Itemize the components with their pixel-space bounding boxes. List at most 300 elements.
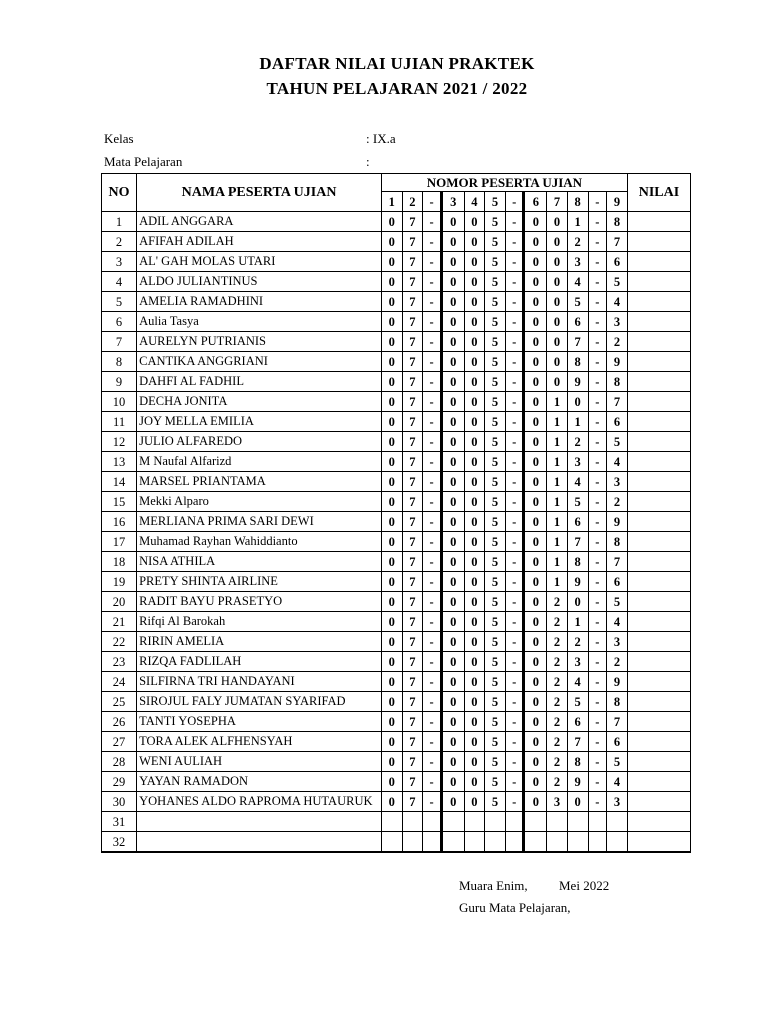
exam-number-digit: 1 [547, 412, 568, 432]
exam-number-digit: - [588, 612, 607, 632]
exam-number-digit: 0 [441, 712, 464, 732]
exam-number-digit: 0 [464, 512, 485, 532]
exam-number-digit: - [505, 412, 524, 432]
exam-number-digit: 1 [547, 432, 568, 452]
score-cell[interactable] [627, 412, 690, 432]
participant-name: MARSEL PRIANTAMA [137, 472, 382, 492]
exam-number-digit: 0 [464, 352, 485, 372]
exam-number-digit: - [423, 612, 442, 632]
table-row [102, 552, 691, 572]
exam-number-digit: 4 [567, 472, 588, 492]
exam-number-digit: 5 [607, 752, 628, 772]
exam-number-digit: 9 [607, 352, 628, 372]
exam-number-digit: 0 [381, 792, 402, 812]
exam-number-digit: - [588, 632, 607, 652]
score-cell[interactable] [627, 232, 690, 252]
table-row [102, 392, 691, 412]
exam-number-digit: - [505, 532, 524, 552]
exam-number-digit [524, 812, 547, 832]
exam-number-digit: 7 [607, 392, 628, 412]
exam-number-digit: 0 [464, 712, 485, 732]
exam-number-digit: - [423, 492, 442, 512]
row-number: 30 [102, 792, 137, 812]
row-number: 7 [102, 332, 137, 352]
exam-number-digit: 5 [567, 492, 588, 512]
exam-number-digit: 5 [485, 472, 506, 492]
exam-number-digit: - [423, 792, 442, 812]
exam-number-digit: - [423, 752, 442, 772]
col-nilai-header: NILAI [627, 174, 690, 212]
participant-name: TANTI YOSEPHA [137, 712, 382, 732]
exam-number-digit: 2 [607, 332, 628, 352]
exam-number-digit: 0 [524, 512, 547, 532]
row-number: 29 [102, 772, 137, 792]
exam-number-digit: 0 [381, 232, 402, 252]
exam-number-digit: 7 [402, 232, 423, 252]
exam-number-digit: 7 [402, 752, 423, 772]
table-row [102, 572, 691, 592]
exam-number-digit: - [423, 532, 442, 552]
score-cell[interactable] [627, 672, 690, 692]
exam-number-digit: 5 [485, 692, 506, 712]
score-cell[interactable] [627, 372, 690, 392]
exam-number-digit: - [505, 792, 524, 812]
participant-name: SILFIRNA TRI HANDAYANI [137, 672, 382, 692]
exam-number-digit: 5 [607, 432, 628, 452]
table-row [102, 372, 691, 392]
exam-number-digit: 7 [402, 512, 423, 532]
exam-number-digit: 0 [441, 392, 464, 412]
exam-number-digit: - [423, 232, 442, 252]
exam-number-digit: 0 [567, 392, 588, 412]
row-number: 2 [102, 232, 137, 252]
exam-number-digit: 0 [524, 572, 547, 592]
score-cell[interactable] [627, 692, 690, 712]
exam-number-digit: 0 [381, 312, 402, 332]
exam-number-digit: 7 [402, 552, 423, 572]
score-cell[interactable] [627, 652, 690, 672]
exam-number-digit: 2 [567, 432, 588, 452]
exam-number-digit: 5 [485, 312, 506, 332]
exam-number-digit: - [588, 252, 607, 272]
exam-number-digit [381, 812, 402, 832]
exam-number-digit: 0 [524, 792, 547, 812]
exam-number-digit [485, 812, 506, 832]
score-cell[interactable] [627, 792, 690, 812]
exam-number-digit: 5 [485, 552, 506, 572]
row-number: 20 [102, 592, 137, 612]
exam-number-digit: 2 [547, 712, 568, 732]
row-number: 23 [102, 652, 137, 672]
row-number: 22 [102, 632, 137, 652]
table-row [102, 672, 691, 692]
score-cell[interactable] [627, 712, 690, 732]
exam-number-digit: 5 [485, 612, 506, 632]
exam-number-digit [607, 812, 628, 832]
exam-number-digit: 4 [567, 672, 588, 692]
table-row [102, 692, 691, 712]
exam-number-digit: 0 [381, 392, 402, 412]
table-row [102, 712, 691, 732]
exam-number-digit: 7 [402, 372, 423, 392]
table-row [102, 452, 691, 472]
digit-header-cell: 3 [441, 192, 464, 212]
exam-number-digit: 4 [607, 772, 628, 792]
exam-number-digit: 0 [464, 632, 485, 652]
exam-number-digit: 0 [464, 612, 485, 632]
table-body [102, 212, 691, 853]
participant-name: SIROJUL FALY JUMATAN SYARIFAD [137, 692, 382, 712]
table-row [102, 352, 691, 372]
exam-number-digit: 1 [547, 512, 568, 532]
score-cell[interactable] [627, 812, 690, 832]
exam-number-digit: - [505, 632, 524, 652]
exam-number-digit: 2 [567, 632, 588, 652]
exam-number-digit [567, 812, 588, 832]
row-number: 8 [102, 352, 137, 372]
score-cell[interactable] [627, 472, 690, 492]
digit-header-cell: 7 [547, 192, 568, 212]
exam-number-digit: - [505, 272, 524, 292]
exam-number-digit: 0 [381, 772, 402, 792]
exam-number-digit: 3 [547, 792, 568, 812]
col-name-header: NAMA PESERTA UJIAN [137, 174, 382, 212]
exam-number-digit [423, 812, 442, 832]
exam-number-digit: 6 [607, 252, 628, 272]
exam-number-digit: 6 [607, 732, 628, 752]
exam-number-digit: 5 [485, 632, 506, 652]
exam-number-digit: 0 [524, 712, 547, 732]
exam-number-digit: 5 [485, 452, 506, 472]
exam-number-digit: 5 [567, 692, 588, 712]
exam-number-digit: - [423, 212, 442, 232]
exam-number-digit: 7 [402, 312, 423, 332]
signature-place: Muara Enim, [459, 878, 528, 893]
participant-name: YAYAN RAMADON [137, 772, 382, 792]
exam-number-digit: 0 [524, 212, 547, 232]
exam-number-digit: 0 [464, 532, 485, 552]
kelas-row [104, 131, 396, 147]
exam-number-digit: - [588, 572, 607, 592]
exam-number-digit: 7 [402, 732, 423, 752]
score-cell[interactable] [627, 772, 690, 792]
score-cell[interactable] [627, 632, 690, 652]
exam-number-digit: 1 [547, 532, 568, 552]
row-number: 24 [102, 672, 137, 692]
document-title-line1: DAFTAR NILAI UJIAN PRAKTEK [259, 54, 535, 73]
score-cell[interactable] [627, 292, 690, 312]
participant-name: RIRIN AMELIA [137, 632, 382, 652]
exam-number-digit: - [588, 272, 607, 292]
kelas-label: Kelas [104, 131, 134, 146]
digit-header-cell: 2 [402, 192, 423, 212]
exam-number-digit: 3 [607, 312, 628, 332]
score-cell[interactable] [627, 552, 690, 572]
exam-number-digit: 7 [402, 292, 423, 312]
exam-number-digit: 4 [607, 612, 628, 632]
exam-number-digit: 0 [464, 452, 485, 472]
score-cell[interactable] [627, 452, 690, 472]
exam-number-digit: - [588, 332, 607, 352]
exam-number-digit: 0 [441, 672, 464, 692]
table-row [102, 272, 691, 292]
exam-number-digit: 5 [485, 232, 506, 252]
exam-number-digit: 0 [441, 432, 464, 452]
row-number: 13 [102, 452, 137, 472]
exam-number-digit: 2 [547, 632, 568, 652]
exam-number-digit: 1 [567, 212, 588, 232]
exam-number-digit: 9 [567, 372, 588, 392]
exam-number-digit: 1 [547, 472, 568, 492]
exam-number-digit: - [505, 712, 524, 732]
exam-number-digit: 0 [547, 372, 568, 392]
exam-number-digit: 0 [441, 632, 464, 652]
exam-number-digit: 0 [524, 452, 547, 472]
exam-number-digit: - [423, 352, 442, 372]
score-cell[interactable] [627, 212, 690, 232]
exam-number-digit: 5 [485, 372, 506, 392]
exam-number-digit: 0 [381, 672, 402, 692]
exam-number-digit: 5 [485, 412, 506, 432]
exam-number-digit: 0 [567, 792, 588, 812]
signature-date: Mei 2022 [559, 878, 610, 893]
exam-number-digit: 0 [381, 412, 402, 432]
exam-number-digit: 7 [402, 352, 423, 372]
signature-role: Guru Mata Pelajaran, [459, 900, 571, 915]
participant-name: RADIT BAYU PRASETYO [137, 592, 382, 612]
exam-number-digit: 7 [402, 632, 423, 652]
exam-number-digit: 0 [441, 232, 464, 252]
exam-number-digit: 0 [524, 532, 547, 552]
exam-number-digit: - [588, 752, 607, 772]
exam-number-digit: 0 [381, 552, 402, 572]
exam-number-digit: - [505, 372, 524, 392]
exam-number-digit: 0 [524, 672, 547, 692]
exam-number-digit: 0 [381, 212, 402, 232]
exam-number-digit: 0 [524, 392, 547, 412]
score-cell[interactable] [627, 752, 690, 772]
exam-number-digit: 6 [567, 712, 588, 732]
score-cell[interactable] [627, 312, 690, 332]
exam-number-digit: 0 [524, 772, 547, 792]
exam-number-digit: 0 [464, 272, 485, 292]
score-cell[interactable] [627, 592, 690, 612]
exam-number-digit: 7 [402, 572, 423, 592]
exam-number-digit: 0 [524, 432, 547, 452]
exam-number-digit: 0 [464, 772, 485, 792]
exam-number-digit: 0 [464, 672, 485, 692]
row-number: 32 [102, 832, 137, 853]
exam-number-digit: 0 [464, 232, 485, 252]
exam-number-digit: 7 [402, 212, 423, 232]
exam-number-digit: 8 [607, 212, 628, 232]
exam-number-digit: 2 [547, 652, 568, 672]
exam-number-digit: 0 [381, 512, 402, 532]
exam-number-digit: 5 [485, 292, 506, 312]
exam-number-digit: 7 [402, 712, 423, 732]
mapel-value: : [366, 154, 370, 169]
exam-number-digit: 0 [464, 312, 485, 332]
exam-number-digit: 0 [464, 572, 485, 592]
table-row [102, 432, 691, 452]
exam-number-digit: 5 [485, 272, 506, 292]
exam-number-digit: - [505, 612, 524, 632]
digit-header-cell: 1 [381, 192, 402, 212]
exam-number-digit: 0 [441, 532, 464, 552]
exam-number-digit: 0 [441, 552, 464, 572]
exam-number-digit: 5 [485, 712, 506, 732]
score-cell[interactable] [627, 492, 690, 512]
score-cell[interactable] [627, 612, 690, 632]
exam-number-digit: 0 [381, 752, 402, 772]
exam-number-digit: - [588, 672, 607, 692]
participant-name: Mekki Alparo [137, 492, 382, 512]
exam-number-digit: 7 [567, 532, 588, 552]
exam-number-digit: - [423, 272, 442, 292]
score-cell[interactable] [627, 572, 690, 592]
exam-number-digit: 0 [547, 212, 568, 232]
exam-number-digit: 3 [567, 252, 588, 272]
exam-number-digit: - [505, 552, 524, 572]
exam-number-digit: 2 [547, 692, 568, 712]
exam-number-digit: 7 [402, 452, 423, 472]
exam-number-digit: 5 [485, 572, 506, 592]
exam-number-digit: 0 [441, 572, 464, 592]
exam-number-digit: 5 [485, 432, 506, 452]
exam-number-digit: 4 [607, 452, 628, 472]
exam-number-digit: 8 [567, 352, 588, 372]
score-cell[interactable] [627, 352, 690, 372]
score-cell[interactable] [627, 272, 690, 292]
exam-number-digit: - [588, 732, 607, 752]
exam-number-digit [381, 832, 402, 853]
participant-name: AURELYN PUTRIANIS [137, 332, 382, 352]
exam-number-digit: 7 [402, 612, 423, 632]
exam-number-digit: - [588, 492, 607, 512]
exam-number-digit: 0 [381, 452, 402, 472]
score-cell[interactable] [627, 512, 690, 532]
exam-number-digit: 5 [485, 332, 506, 352]
exam-number-digit: - [505, 252, 524, 272]
exam-number-digit: - [423, 632, 442, 652]
exam-number-digit: 0 [547, 232, 568, 252]
score-cell[interactable] [627, 332, 690, 352]
document-title-line2: TAHUN PELAJARAN 2021 / 2022 [266, 79, 528, 98]
exam-number-digit: 0 [464, 412, 485, 432]
table-row [102, 812, 691, 832]
exam-number-digit: 8 [567, 752, 588, 772]
exam-number-digit: - [505, 292, 524, 312]
exam-number-digit: - [423, 732, 442, 752]
score-cell[interactable] [627, 732, 690, 752]
row-number: 3 [102, 252, 137, 272]
exam-number-digit: 0 [524, 332, 547, 352]
exam-number-digit: 0 [524, 372, 547, 392]
exam-number-digit: - [505, 732, 524, 752]
score-cell[interactable] [627, 532, 690, 552]
col-no-header: NO [102, 174, 137, 212]
exam-number-digit: - [423, 372, 442, 392]
exam-number-digit: 5 [485, 392, 506, 412]
exam-number-digit: 0 [381, 612, 402, 632]
exam-number-digit: - [423, 472, 442, 492]
row-number: 14 [102, 472, 137, 492]
table-row [102, 752, 691, 772]
exam-number-digit: 0 [441, 592, 464, 612]
exam-number-digit: - [588, 452, 607, 472]
score-cell[interactable] [627, 252, 690, 272]
digit-header-cell: 8 [567, 192, 588, 212]
exam-number-digit: 2 [607, 652, 628, 672]
exam-number-digit [567, 832, 588, 853]
row-number: 25 [102, 692, 137, 712]
exam-number-digit: 9 [567, 772, 588, 792]
exam-number-digit: 7 [607, 552, 628, 572]
exam-number-digit [524, 832, 547, 853]
exam-number-digit: 2 [547, 592, 568, 612]
exam-number-digit: 0 [524, 412, 547, 432]
exam-number-digit: 0 [441, 292, 464, 312]
header-row [102, 174, 691, 192]
exam-number-digit: 5 [485, 212, 506, 232]
exam-number-digit: - [423, 392, 442, 412]
exam-number-digit: 0 [567, 592, 588, 612]
score-cell[interactable] [627, 832, 690, 853]
digit-header-cell: - [423, 192, 442, 212]
participant-name: MERLIANA PRIMA SARI DEWI [137, 512, 382, 532]
participant-name [137, 812, 382, 832]
exam-number-digit: 7 [402, 432, 423, 452]
participant-name: DECHA JONITA [137, 392, 382, 412]
row-number: 17 [102, 532, 137, 552]
exam-number-digit: 1 [547, 572, 568, 592]
score-cell[interactable] [627, 432, 690, 452]
exam-number-digit: 2 [547, 752, 568, 772]
table-row [102, 332, 691, 352]
exam-number-digit: 2 [567, 232, 588, 252]
exam-number-digit: - [588, 412, 607, 432]
exam-number-digit: - [505, 212, 524, 232]
exam-number-digit: - [588, 772, 607, 792]
exam-number-digit: - [588, 392, 607, 412]
table-row [102, 212, 691, 232]
exam-number-digit: 0 [381, 712, 402, 732]
exam-number-digit: 0 [464, 252, 485, 272]
score-cell[interactable] [627, 392, 690, 412]
exam-number-digit: 0 [464, 472, 485, 492]
exam-number-digit: 0 [381, 292, 402, 312]
exam-number-digit: 7 [402, 492, 423, 512]
exam-number-digit: 0 [441, 652, 464, 672]
exam-number-digit: 3 [607, 472, 628, 492]
exam-number-digit: 0 [381, 272, 402, 292]
exam-number-digit: - [588, 652, 607, 672]
exam-number-digit: 0 [464, 652, 485, 672]
exam-number-digit: - [423, 552, 442, 572]
digit-header-cell: - [505, 192, 524, 212]
digit-header-cell: 9 [607, 192, 628, 212]
exam-number-digit: 6 [607, 412, 628, 432]
exam-number-digit: 5 [567, 292, 588, 312]
participant-name: WENI AULIAH [137, 752, 382, 772]
table-row [102, 532, 691, 552]
exam-number-digit: 0 [464, 492, 485, 512]
exam-number-digit: - [505, 752, 524, 772]
exam-number-digit: 3 [607, 632, 628, 652]
exam-number-digit: 7 [402, 252, 423, 272]
exam-number-digit: 7 [402, 532, 423, 552]
exam-number-digit: - [423, 672, 442, 692]
